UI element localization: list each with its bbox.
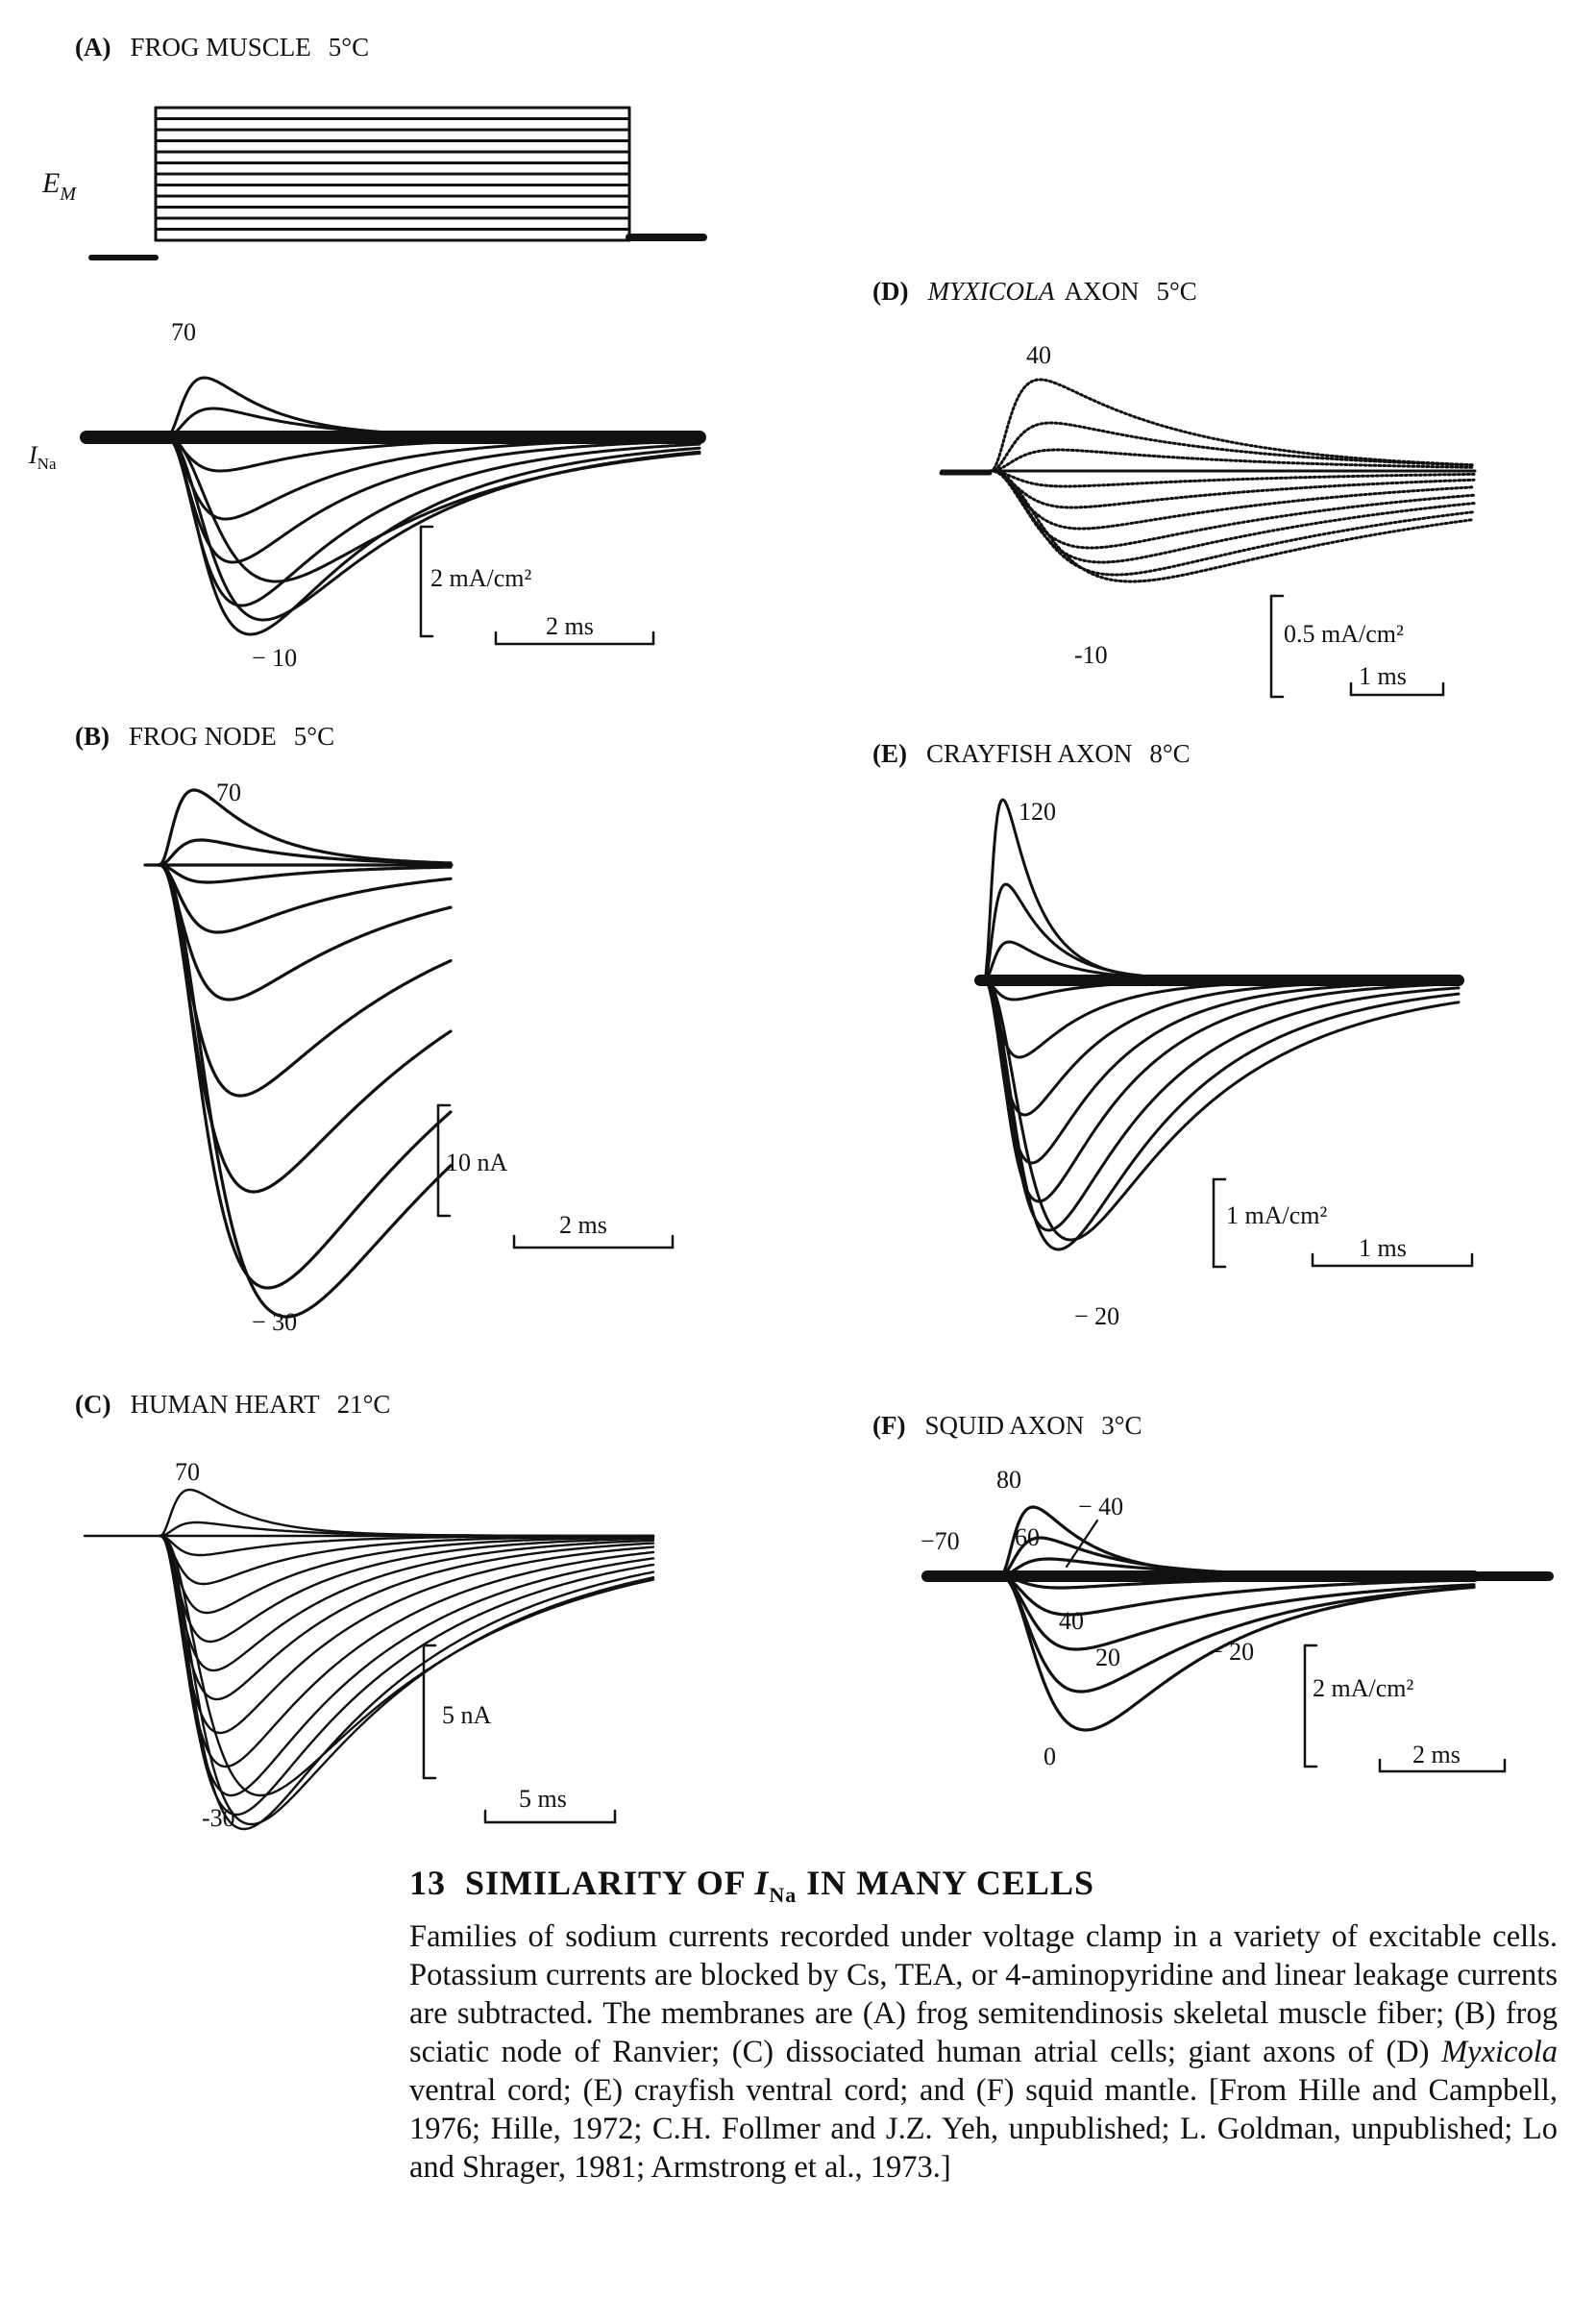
- panel-e-label: (E): [872, 739, 907, 768]
- panel-a-title: FROG MUSCLE: [130, 33, 311, 62]
- panel-d-trace: [990, 450, 1474, 471]
- panel-f-trace-label-0: 0: [1044, 1743, 1056, 1770]
- panel-f-trace-label-60: 60: [1015, 1523, 1040, 1551]
- panel-b: [75, 722, 607, 1336]
- panel-c-label: (C): [75, 1390, 111, 1419]
- panel-d-trace-label-top: 40: [1026, 341, 1051, 369]
- panel-a-scale-x-label: 2 ms: [546, 612, 594, 640]
- panel-c-trace-label-top: 70: [175, 1458, 200, 1486]
- panel-b-label: (B): [75, 722, 110, 751]
- trace-layer: [85, 108, 1549, 1829]
- caption-title: [409, 1863, 1558, 1908]
- caption-body-part-2: ventral cord; (E) crayfish ventral cord; and (F) squid mantle. [From Hille and Campbell, 1976; Hille, 1972; C.H. Follmer and J.Z. Yeh, unpublished; L. Goldman, unpublished; Lo and Shrager, 1981; Armstrong et al., 1973.]: [409, 2073, 1558, 2186]
- panel-c-scale-x-label: 5 ms: [519, 1785, 567, 1813]
- panel-d-scale-x-label: 1 ms: [1359, 662, 1407, 690]
- em-label: $E_M$: [42, 167, 76, 205]
- svg-text:(D)MYXICOLAAXON5°C: [872, 277, 1197, 306]
- panel-e-trace: [984, 980, 1459, 1240]
- panel-f-scale-y-label: 2 mA/cm²: [1313, 1674, 1414, 1702]
- svg-text:(F)SQUID AXON3°C: [872, 1411, 1142, 1440]
- panel-b-trace-label-bottom: − 30: [252, 1308, 298, 1336]
- panel-c-title: HUMAN HEART: [130, 1390, 320, 1419]
- figure-caption: [409, 1863, 1558, 2187]
- panel-d-scale-y-label: 0.5 mA/cm²: [1284, 620, 1404, 648]
- panel-d-title-italic: MYXICOLA: [927, 277, 1055, 306]
- panel-e-trace-label-bottom: − 20: [1074, 1302, 1120, 1330]
- caption-body-part-1: Families of sodium currents recorded under voltage clamp in a variety of excitable cells. Potassium currents are blocked by Cs, TEA, or 4-aminopyridine and linear leakage currents are subtracted. The membranes are (A) frog semitendinosis skeletal muscle fiber; (B) frog sciatic node of Ranvier; (C) dissociated human atrial cells; giant axons of (D): [409, 1919, 1558, 2070]
- panel-e-temp: 8°C: [1149, 739, 1191, 768]
- panel-f-trace-label-m40: − 40: [1078, 1493, 1124, 1520]
- panel-d-trace: [990, 380, 1474, 471]
- panel-f-trace: [999, 1507, 1474, 1576]
- panel-d-title: AXON: [1064, 277, 1140, 306]
- panel-b-trace-label-top: 70: [216, 779, 241, 806]
- panel-a-trace: [165, 437, 700, 620]
- panel-a-temp: 5°C: [328, 33, 370, 62]
- panel-d-trace-label-bottom: -10: [1074, 641, 1108, 669]
- caption-body: [409, 1917, 1558, 2187]
- panel-b-trace: [159, 840, 451, 865]
- svg-text:(E)CRAYFISH AXON8°C: [872, 739, 1191, 768]
- panel-e-trace: [984, 980, 1459, 1201]
- ina-label: $I_{Na}$: [29, 441, 57, 473]
- caption-title-pre: SIMILARITY OF: [465, 1864, 746, 1902]
- panel-e-trace: [984, 980, 1459, 1230]
- panel-a-scale-y-label: 2 mA/cm²: [430, 564, 532, 592]
- panel-d-trace: [990, 471, 1474, 562]
- panel-f-trace-label-m70: −70: [921, 1527, 960, 1555]
- caption-title-symbol-sub: Na: [769, 1883, 798, 1908]
- panel-d-trace: [990, 423, 1474, 471]
- panel-e-scale-y-label: 1 mA/cm²: [1226, 1201, 1328, 1229]
- panel-b-trace: [159, 865, 451, 932]
- panel-a-trace: [165, 378, 700, 437]
- panel-c-temp: 21°C: [336, 1390, 391, 1419]
- panel-f-temp: 3°C: [1101, 1411, 1142, 1440]
- panel-d-temp: 5°C: [1156, 277, 1197, 306]
- panel-d-label: (D): [872, 277, 909, 306]
- panel-b-trace: [159, 865, 451, 1192]
- panel-f-trace-label-80: 80: [996, 1466, 1021, 1494]
- caption-number: 13: [409, 1864, 446, 1902]
- svg-text:(B)FROG NODE5°C: [75, 722, 334, 751]
- panel-c-trace: [160, 1522, 653, 1536]
- panel-b-scale-y-label: 10 nA: [446, 1149, 508, 1176]
- panel-e-title: CRAYFISH AXON: [926, 739, 1133, 768]
- panel-e-trace: [984, 800, 1459, 980]
- panel-f-trace-label-20: 20: [1095, 1644, 1120, 1671]
- caption-title-post: IN MANY CELLS: [806, 1864, 1094, 1902]
- panel-a-label: (A): [75, 33, 111, 62]
- panel-f-trace-label-40: 40: [1059, 1607, 1084, 1635]
- caption-title-symbol: I: [754, 1864, 770, 1902]
- panel-a-trace-label-bottom: − 10: [252, 644, 298, 672]
- panel-b-temp: 5°C: [293, 722, 335, 751]
- panel-b-trace: [159, 865, 451, 882]
- svg-text:(A)FROG MUSCLE5°C: [75, 33, 369, 62]
- panel-f-title: SQUID AXON: [924, 1411, 1085, 1440]
- panel-f-trace-label-m20: − 20: [1209, 1638, 1255, 1666]
- panel-f-label-pointer: [1067, 1520, 1097, 1567]
- panel-e-scale-x-label: 1 ms: [1359, 1234, 1407, 1262]
- panel-f-label: (F): [872, 1411, 906, 1440]
- caption-body-italic: Myxicola: [1441, 2035, 1558, 2070]
- panel-b-title: FROG NODE: [129, 722, 277, 751]
- panel-e-trace-label-top: 120: [1019, 798, 1056, 826]
- panel-b-trace: [159, 790, 451, 865]
- panel-b-scale-x-label: 2 ms: [559, 1211, 607, 1239]
- panel-c-trace-label-bottom: -30: [202, 1804, 235, 1832]
- panel-c-scale-y-label: 5 nA: [442, 1701, 492, 1729]
- svg-text:(C)HUMAN HEART21°C: [75, 1390, 390, 1419]
- panel-f-scale-x-label: 2 ms: [1412, 1741, 1461, 1768]
- panel-c-trace: [160, 1536, 653, 1733]
- panel-c-trace: [160, 1490, 653, 1536]
- panel-a-trace-label-top: 70: [171, 318, 196, 346]
